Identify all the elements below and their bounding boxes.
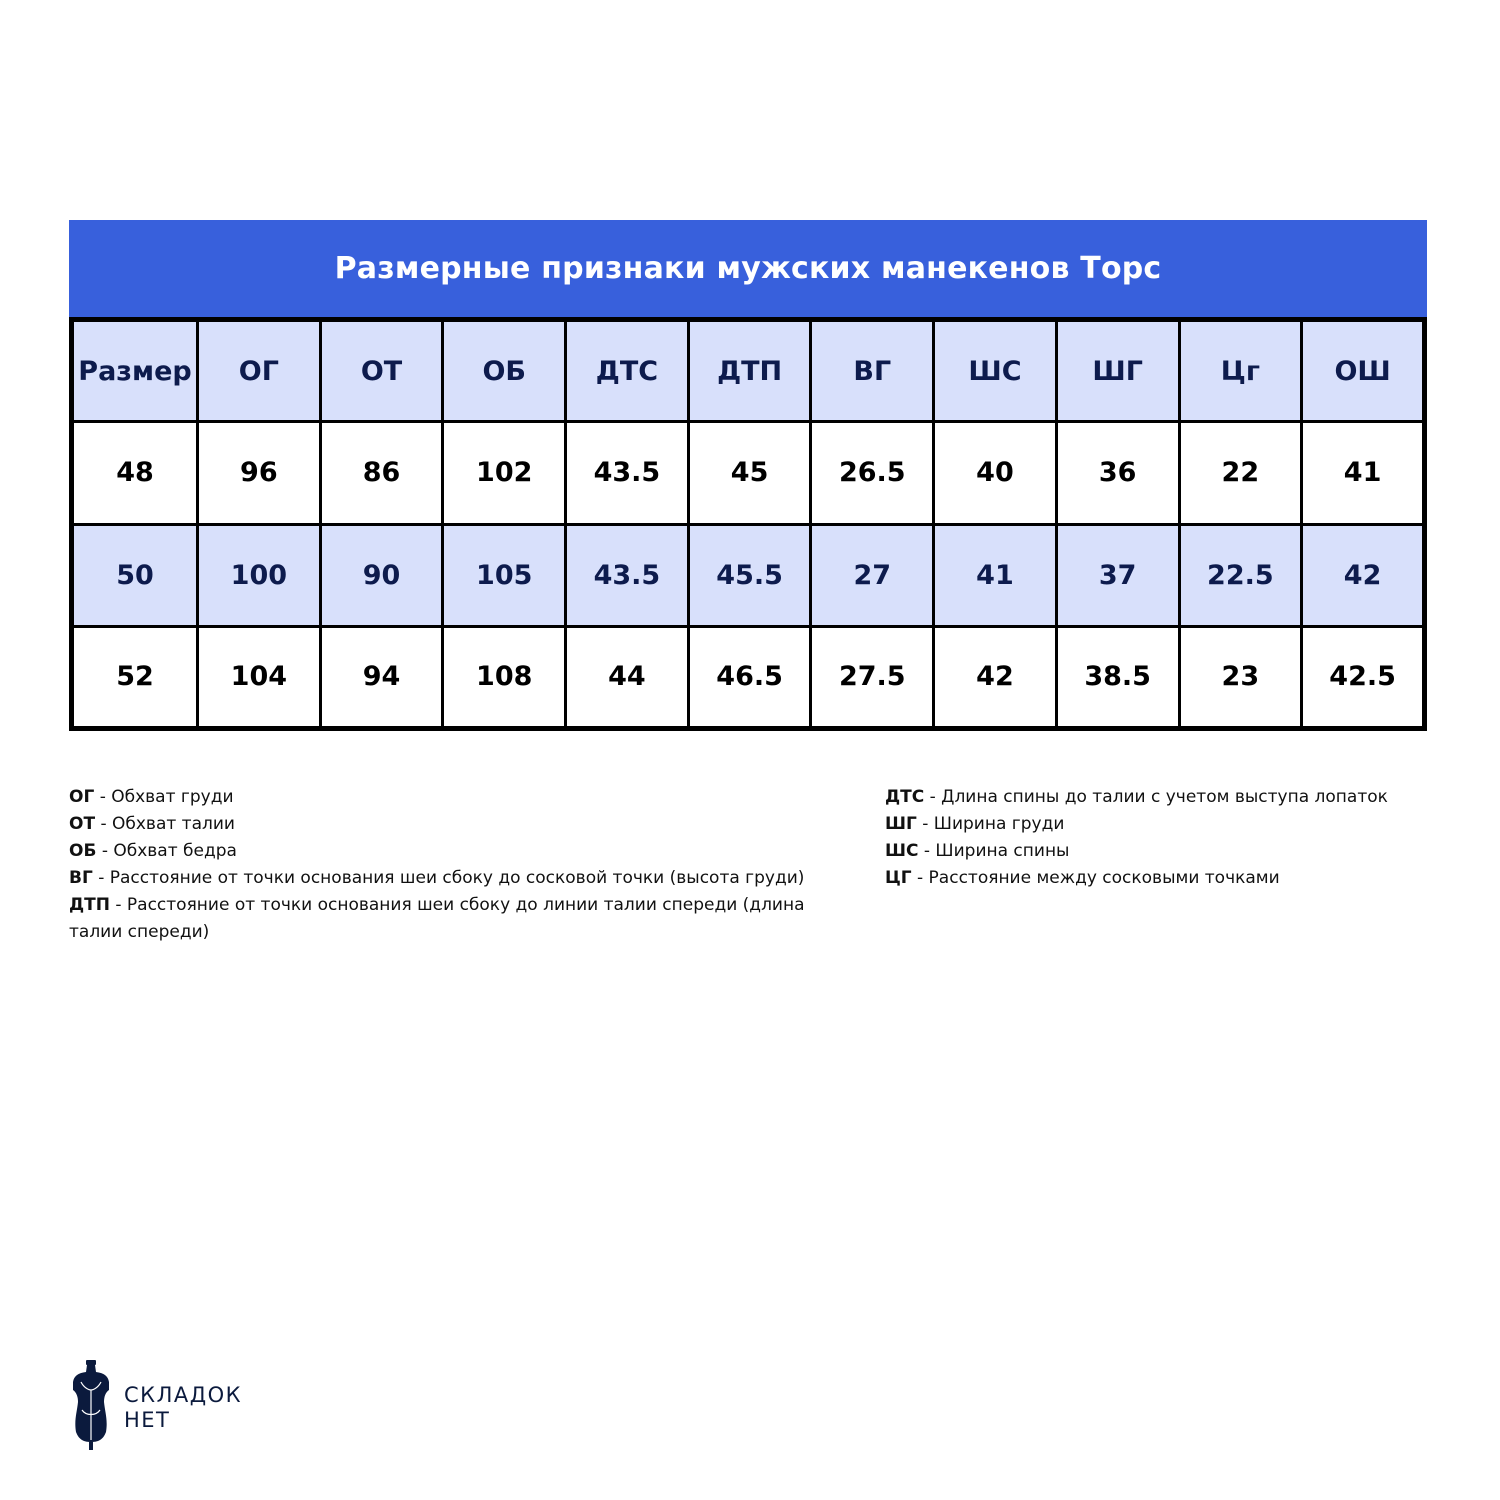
legend-item-shg xyxy=(885,811,1445,838)
table-cell: 37 xyxy=(1056,524,1179,626)
legend-abbr: ДТП xyxy=(69,895,110,915)
legend-text: - Обхват бедра xyxy=(96,841,237,861)
legend-text: - Ширина груди xyxy=(916,814,1065,834)
table-cell: 104 xyxy=(198,626,321,728)
table-title: Размерные признаки мужских манекенов Торс xyxy=(69,220,1427,317)
header-cell-shg: ШГ xyxy=(1056,320,1179,422)
table-cell: 41 xyxy=(1302,422,1425,524)
header-cell-dtp: ДТП xyxy=(688,320,811,422)
table-header-row xyxy=(72,320,1425,422)
table-cell: 100 xyxy=(198,524,321,626)
legend-text: - Обхват груди xyxy=(94,787,234,807)
table-cell: 40 xyxy=(934,422,1057,524)
legend-abbr: ШГ xyxy=(885,814,917,834)
table-cell: 46.5 xyxy=(688,626,811,728)
legend-item-vg xyxy=(69,865,829,892)
table-cell: 43.5 xyxy=(566,524,689,626)
legend-abbr: ОБ xyxy=(69,841,97,861)
legend-abbr: ВГ xyxy=(69,868,93,888)
size-table xyxy=(69,317,1427,731)
table-cell: 44 xyxy=(566,626,689,728)
table-cell: 22.5 xyxy=(1179,524,1302,626)
table-row xyxy=(72,524,1425,626)
header-cell-osh: ОШ xyxy=(1302,320,1425,422)
table-cell: 22 xyxy=(1179,422,1302,524)
legend-text: - Расстояние между сосковыми точками xyxy=(911,868,1280,888)
legend-abbr: ЦГ xyxy=(885,868,912,888)
table-cell: 42 xyxy=(1302,524,1425,626)
legend-abbr: ОТ xyxy=(69,814,96,834)
legend-abbr: ОГ xyxy=(69,787,95,807)
table-cell: 42 xyxy=(934,626,1057,728)
table-cell: 52 xyxy=(72,626,198,728)
legend-item-dtp xyxy=(69,892,829,946)
table-cell: 41 xyxy=(934,524,1057,626)
table-cell: 27.5 xyxy=(811,626,934,728)
table-cell: 27 xyxy=(811,524,934,626)
header-cell-og: ОГ xyxy=(198,320,321,422)
logo-text xyxy=(124,1383,242,1433)
table-cell: 36 xyxy=(1056,422,1179,524)
table-cell: 105 xyxy=(443,524,566,626)
logo-line-2: НЕТ xyxy=(124,1408,171,1432)
table-cell: 102 xyxy=(443,422,566,524)
table-row xyxy=(72,626,1425,728)
legend-left xyxy=(69,784,829,946)
logo-line-1: СКЛАДОК xyxy=(124,1383,243,1407)
header-cell-size: Размер xyxy=(72,320,198,422)
table-cell: 45.5 xyxy=(688,524,811,626)
legend-abbr: ДТС xyxy=(885,787,925,807)
legend-item-shs xyxy=(885,838,1445,865)
legend-item-dts xyxy=(885,784,1445,811)
table-cell: 94 xyxy=(320,626,443,728)
table-cell: 90 xyxy=(320,524,443,626)
table-cell: 96 xyxy=(198,422,321,524)
legend-item-ob xyxy=(69,838,829,865)
header-cell-shs: ШС xyxy=(934,320,1057,422)
header-cell-ot: ОТ xyxy=(320,320,443,422)
header-cell-ob: ОБ xyxy=(443,320,566,422)
legend-item-og xyxy=(69,784,829,811)
table-cell: 86 xyxy=(320,422,443,524)
table-cell: 45 xyxy=(688,422,811,524)
table-cell: 48 xyxy=(72,422,198,524)
table-row xyxy=(72,422,1425,524)
table-cell: 43.5 xyxy=(566,422,689,524)
header-cell-vg: ВГ xyxy=(811,320,934,422)
header-cell-dts: ДТС xyxy=(566,320,689,422)
table-cell: 42.5 xyxy=(1302,626,1425,728)
table-cell: 38.5 xyxy=(1056,626,1179,728)
header-cell-cg: Цг xyxy=(1179,320,1302,422)
legend-right xyxy=(885,784,1445,892)
legend-text: - Обхват талии xyxy=(95,814,235,834)
legend-text: - Ширина спины xyxy=(918,841,1070,861)
table-cell: 50 xyxy=(72,524,198,626)
table-cell: 26.5 xyxy=(811,422,934,524)
legend-text: - Длина спины до талии с учетом выступа лопаток xyxy=(924,787,1388,807)
legend-abbr: ШС xyxy=(885,841,919,861)
table-cell: 23 xyxy=(1179,626,1302,728)
legend-text: - Расстояние от точки основания шеи сбоку до сосковой точки (высота груди) xyxy=(92,868,805,888)
legend-item-cg xyxy=(885,865,1445,892)
legend-text: - Расстояние от точки основания шеи сбоку до линии талии спереди (длина талии спереди) xyxy=(69,895,805,942)
table-cell: 108 xyxy=(443,626,566,728)
legend-item-ot xyxy=(69,811,829,838)
